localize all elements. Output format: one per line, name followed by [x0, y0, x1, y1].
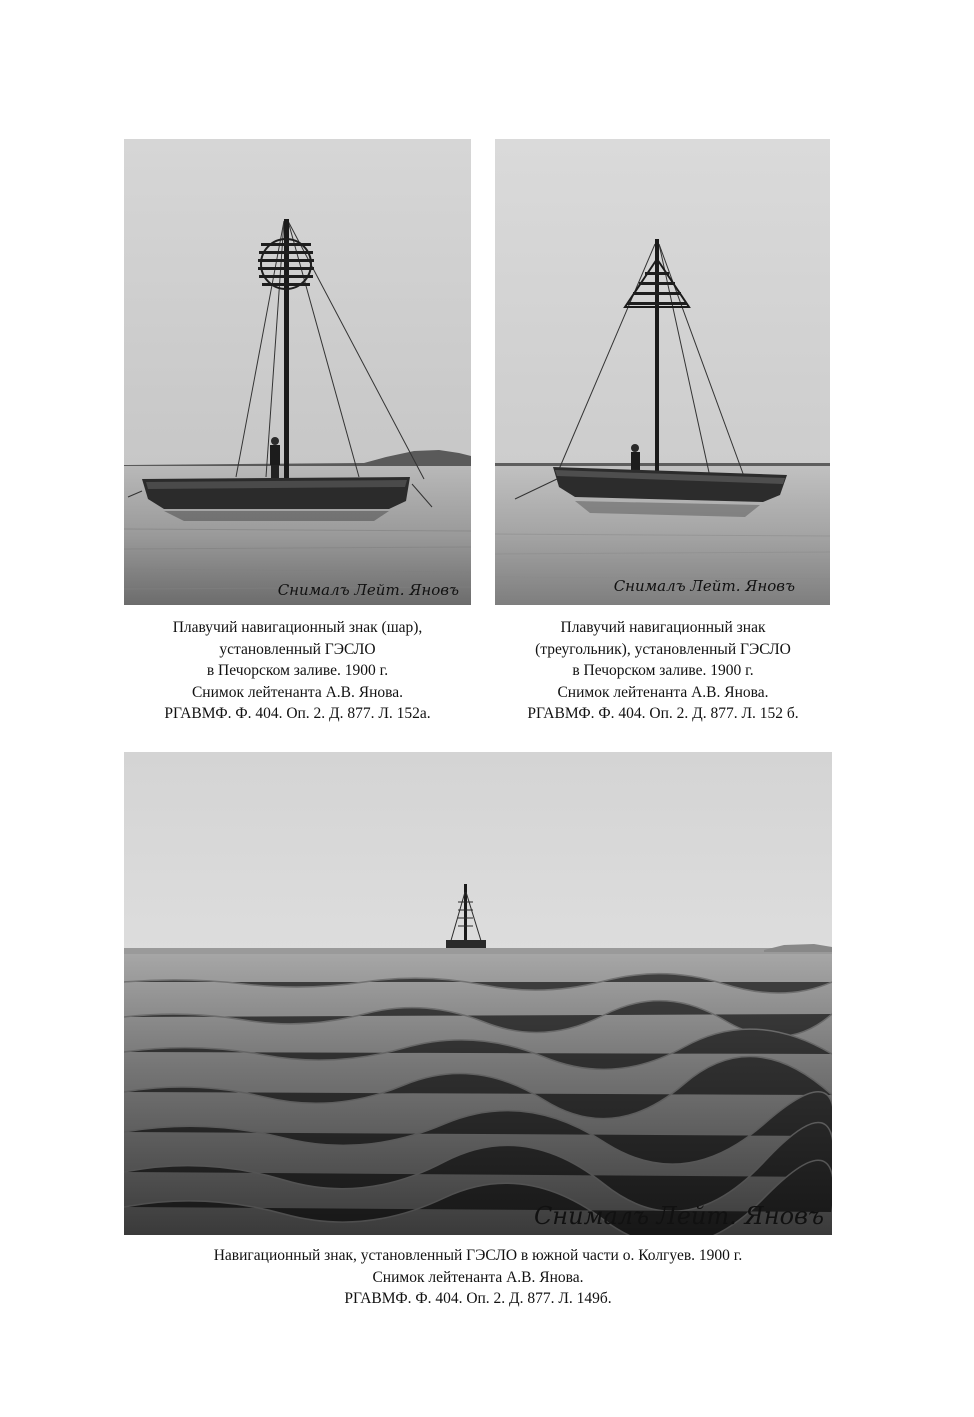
caption-line: Плавучий навигационный знак	[560, 619, 766, 636]
caption-line: Навигационный знак, установленный ГЭСЛО в южной части о. Колгуев. 1900 г.	[213, 1247, 743, 1264]
caption-line: в Печорском заливе. 1900 г.	[572, 662, 754, 679]
caption-ball-sign	[124, 617, 471, 725]
caption-line: РГАВМФ. Ф. 404. Оп. 2. Д. 877. Л. 152 б.	[527, 705, 799, 722]
caption-line: РГАВМФ. Ф. 404. Оп. 2. Д. 877. Л. 149б.	[344, 1290, 612, 1307]
signature-handwriting: Снималъ Лейт. Яновъ	[277, 581, 459, 599]
signature-handwriting: Снималъ Лейт. Яновъ	[533, 1202, 824, 1230]
caption-line: в Печорском заливе. 1900 г.	[206, 662, 389, 679]
signature-handwriting: Снималъ Лейт. Яновъ	[613, 577, 795, 595]
caption-line: Плавучий навигационный знак (шар),	[172, 619, 423, 636]
caption-kolguev-sign	[124, 1245, 832, 1310]
photo-ball-sign	[124, 139, 471, 605]
caption-line: (треугольник), установленный ГЭСЛО	[535, 640, 791, 658]
caption-triangle-sign	[486, 617, 840, 725]
caption-line: Снимок лейтенанта А.В. Янова.	[372, 1268, 584, 1286]
caption-line: установленный ГЭСЛО	[219, 640, 376, 658]
caption-line: Снимок лейтенанта А.В. Янова.	[191, 683, 404, 701]
caption-line: РГАВМФ. Ф. 404. Оп. 2. Д. 877. Л. 152а.	[164, 705, 431, 722]
photo-triangle-sign	[495, 139, 830, 605]
photo-kolguev-sign	[124, 752, 832, 1235]
caption-line: Снимок лейтенанта А.В. Янова.	[557, 683, 769, 701]
